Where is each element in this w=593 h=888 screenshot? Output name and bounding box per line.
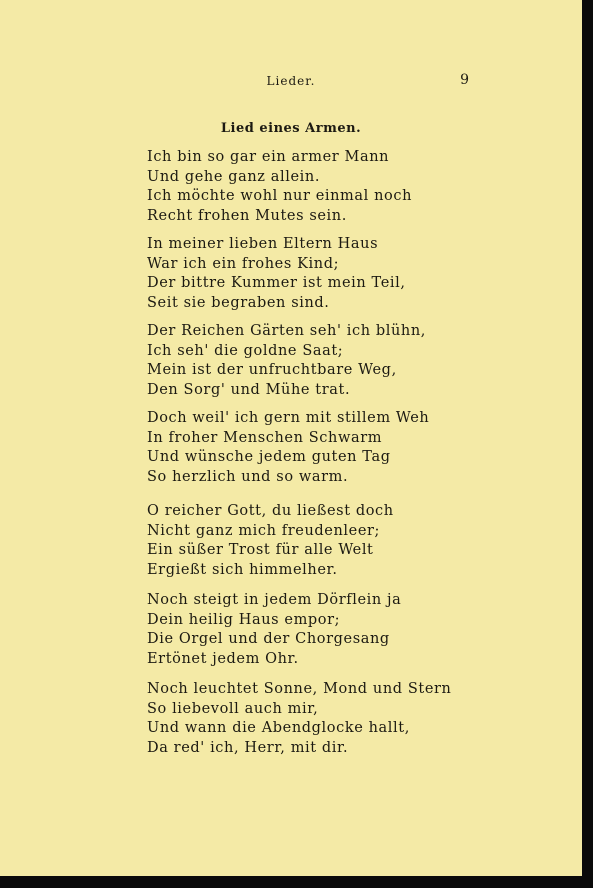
stanza-3 bbox=[147, 322, 426, 400]
poem-line: Und wann die Abendglocke hallt, bbox=[147, 720, 410, 737]
poem-line: Die Orgel und der Chorgesang bbox=[147, 631, 390, 648]
stanza-5 bbox=[147, 502, 394, 580]
poem-line: Nicht ganz mich freudenleer; bbox=[147, 522, 381, 539]
stanza-7 bbox=[147, 680, 451, 758]
stanza-6 bbox=[147, 591, 401, 669]
page-number: 9 bbox=[460, 72, 469, 88]
poem-line: Seit sie begraben sind. bbox=[147, 294, 330, 311]
stanza-4 bbox=[147, 409, 429, 487]
poem-line: Noch leuchtet Sonne, Mond und Stern bbox=[147, 681, 452, 697]
poem-line: Noch steigt in jedem Dörflein ja bbox=[147, 592, 402, 608]
poem-line: Recht frohen Mutes sein. bbox=[147, 207, 347, 224]
poem-line: Der Reichen Gärten seh' ich blühn, bbox=[147, 323, 426, 339]
poem-line: In froher Menschen Schwarm bbox=[147, 429, 383, 446]
poem-line: Und gehe ganz allein. bbox=[147, 168, 321, 185]
poem-line: So liebevoll auch mir, bbox=[147, 700, 319, 717]
stanza-2 bbox=[147, 235, 406, 313]
poem-line: Ich möchte wohl nur einmal noch bbox=[147, 188, 413, 205]
poem-line: Den Sorg' und Mühe trat. bbox=[147, 381, 351, 398]
poem-line: Doch weil' ich gern mit stillem Weh bbox=[147, 410, 430, 426]
poem-line: Ich seh' die goldne Saat; bbox=[147, 342, 344, 359]
poem-line: Dein heilig Haus empor; bbox=[147, 611, 341, 628]
poem-line: Mein ist der unfruchtbare Weg, bbox=[147, 362, 397, 379]
stanza-1 bbox=[147, 148, 412, 226]
poem-title: Lied eines Armen. bbox=[220, 121, 362, 136]
poem-line: In meiner lieben Eltern Haus bbox=[147, 236, 379, 252]
poem-line: Da red' ich, Herr, mit dir. bbox=[147, 739, 349, 756]
poem-line: So herzlich und so warm. bbox=[147, 468, 349, 485]
poem-line: Ein süßer Trost für alle Welt bbox=[147, 542, 374, 559]
poem-line: Und wünsche jedem guten Tag bbox=[147, 449, 391, 466]
poem-line: Ertönet jedem Ohr. bbox=[147, 650, 299, 667]
poem-line: War ich ein frohes Kind; bbox=[147, 255, 340, 272]
running-head: Lieder. bbox=[266, 74, 316, 88]
poem-line: Ich bin so gar ein armer Mann bbox=[147, 149, 390, 165]
poem-line: O reicher Gott, du ließest doch bbox=[147, 503, 394, 519]
poem-line: Der bittre Kummer ist mein Teil, bbox=[147, 275, 406, 292]
poem-line: Ergießt sich himmelher. bbox=[147, 561, 338, 578]
